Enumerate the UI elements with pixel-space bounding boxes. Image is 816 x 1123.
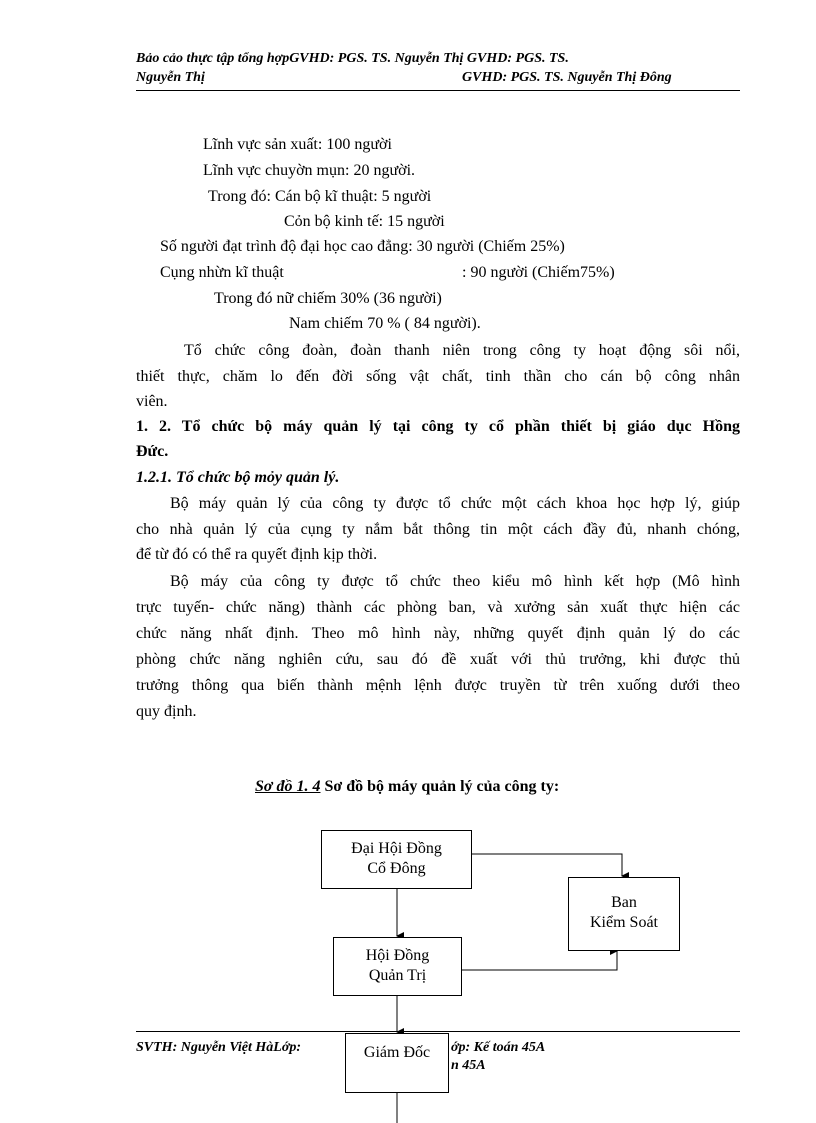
paragraph-management-line2: cho nhà quản lý của cụng ty nắm bắt thông tin một cách đầy đủ, nhanh chóng, (136, 521, 740, 538)
staff-line-university: Số người đạt trình độ đại học cao đẳng: 30 người (Chiếm 25%) (160, 238, 565, 255)
section-heading-line2: Đức. (136, 443, 169, 460)
org-box-board-of-directors (333, 937, 462, 996)
org-box-supervisory-board (568, 877, 680, 951)
running-header-line2-right: GVHD: PGS. TS. Nguyễn Thị Đông (462, 70, 672, 85)
staff-line-economic: Cỏn bộ kinh tế: 15 người (284, 213, 445, 230)
staff-line-technical: Trong đó: Cán bộ kĩ thuật: 5 người (208, 188, 432, 205)
footer-class-line1: ớp: Kế toán 45A (451, 1040, 546, 1055)
connector-board-to-supervisory (462, 951, 617, 970)
paragraph-model-line4: phòng chức năng nghiên cứu, sau đó đề xuất với thủ trưởng, khi được thủ (136, 651, 740, 668)
subsection-heading: 1.2.1. Tổ chức bộ mỏy quản lý. (136, 469, 340, 486)
org-box-board-line2: Quản Trị (368, 967, 427, 984)
footer-class-line2: n 45A (451, 1058, 486, 1073)
org-box-board-line1: Hội Đồng (365, 947, 430, 964)
org-box-supervisory-line1: Ban (611, 894, 637, 911)
footer-student-info: SVTH: Nguyễn Việt HàLớp: (136, 1040, 302, 1055)
connector-assembly-to-supervisory (472, 854, 622, 876)
paragraph-unions-line3: viên. (136, 393, 168, 410)
section-heading-line1: 1. 2. Tổ chức bộ máy quản lý tại công ty cổ phần thiết bị giáo dục Hồng (136, 418, 740, 435)
paragraph-model-line1: Bộ máy của công ty được tổ chức theo kiểu mô hình kết hợp (Mô hình (170, 573, 740, 590)
diagram-caption-text: Sơ đồ bộ máy quản lý của công ty: (320, 778, 560, 795)
staff-line-workers-label: Cụng nhừn kĩ thuật (160, 264, 284, 281)
org-box-shareholders-line1: Đại Hội Đồng (351, 840, 442, 857)
staff-line-production: Lĩnh vực sản xuất: 100 người (203, 136, 392, 153)
org-box-shareholders-assembly (321, 830, 472, 889)
org-box-director-label: Giám Đốc (363, 1044, 431, 1061)
org-box-shareholders-line2: Cổ Đông (367, 860, 426, 877)
org-box-supervisory-line2: Kiểm Soát (590, 914, 658, 931)
paragraph-model-line6: quy định. (136, 703, 197, 720)
diagram-caption-label: Sơ đồ 1. 4 (255, 778, 321, 795)
staff-line-female: Trong đó nữ chiếm 30% (36 người) (214, 290, 442, 307)
paragraph-model-line3: chức năng nhất định. Theo mô hình này, những quyết định quản lý do các (136, 625, 740, 642)
staff-line-workers-value: : 90 người (Chiếm75%) (462, 264, 615, 281)
paragraph-model-line2: trực tuyến- chức năng) thành các phòng ban, và xưởng sản xuất thực hiện các (136, 599, 740, 616)
org-box-director (345, 1033, 449, 1093)
paragraph-model-line5: trưởng thông qua biến thành mệnh lệnh được truyền từ trên xuống dưới theo (136, 677, 740, 694)
paragraph-management-line3: để từ đó có thể ra quyết định kịp thời. (136, 546, 378, 563)
running-header-line1: Bảo cảo thực tập tổng hợpGVHD: PGS. TS. Nguyễn Thị GVHD: PGS. TS. (136, 51, 569, 66)
running-header-line2-left: Nguyễn Thị (136, 70, 205, 85)
paragraph-unions-line2: thiết thực, chăm lo đến đời sống vật chất, tinh thần cho cán bộ công nhân (136, 368, 740, 385)
paragraph-unions-line1: Tổ chức công đoàn, đoàn thanh niên trong công ty hoạt động sôi nổi, (184, 342, 740, 359)
staff-line-specialist: Lĩnh vực chuyờn mụn: 20 người. (203, 162, 416, 179)
paragraph-management-line1: Bộ máy quản lý của công ty được tổ chức một cách khoa học hợp lý, giúp (170, 495, 740, 512)
footer-rule (136, 1031, 740, 1032)
staff-line-male: Nam chiếm 70 % ( 84 người). (289, 315, 481, 332)
